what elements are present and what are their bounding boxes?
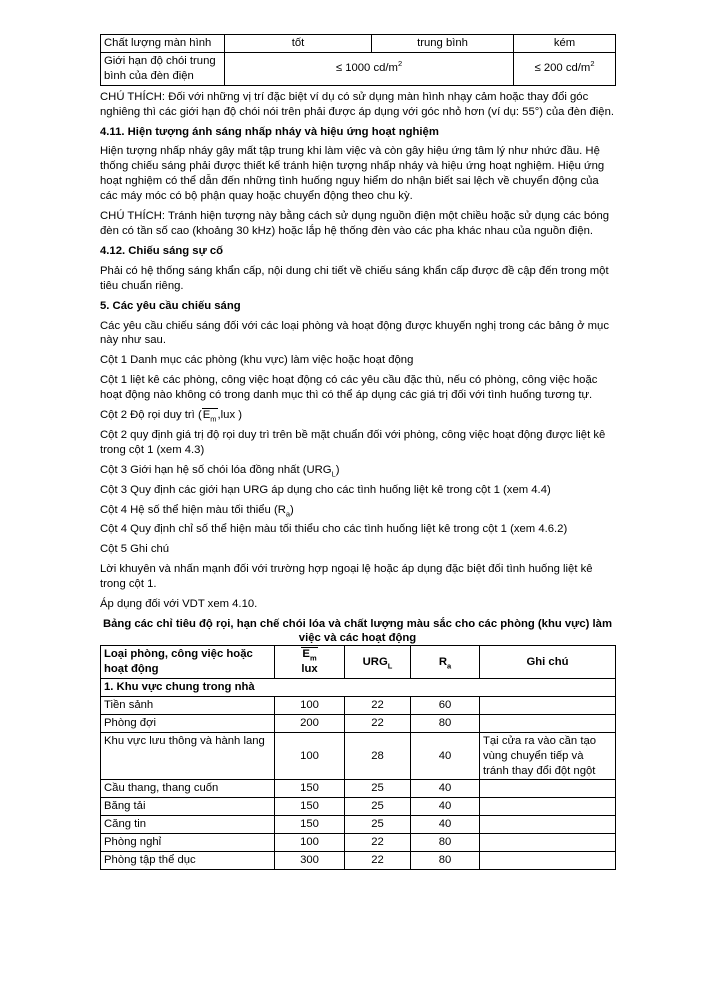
table-cell: 100 [275,696,345,714]
table-cell [480,714,616,732]
table-cell: 25 [345,780,411,798]
body-paragraph [100,503,615,518]
table-cell: Giới hạn độ chói trung bình của đèn điện [101,52,225,85]
table-cell: 22 [345,714,411,732]
superscript: 2 [397,59,403,69]
body-paragraph: Cột 5 Ghi chú [100,543,170,556]
table-cell: Chất lượng màn hình [101,35,225,53]
body-paragraph: Áp dụng đối với VDT xem 4.10. [100,598,258,611]
note-paragraph: CHÚ THÍCH: Tránh hiện tượng này bằng cách sử dụng nguồn điện một chiều hoặc sử dụng các bóng đèn có tần số cao (khoảng 30 kHz) hoặc lắp hệ thống đèn vào các pha khác nhau của nguồn điện. [100,210,610,237]
table-caption: Bảng các chỉ tiêu độ rọi, hạn chế chói lóa và chất lượng màu sắc cho các phòng (khu vực) làm việc và các hoạt động [102,618,613,645]
section-heading: 4.12. Chiếu sáng sự cố [100,244,224,257]
subscript: a [447,660,452,670]
table-cell: 25 [345,798,411,816]
body-paragraph: Phải có hệ thống sáng khẩn cấp, nội dung chi tiết về chiếu sáng khẩn cấp được đề cập đến trong một tiêu chuẩn riêng. [100,264,609,292]
superscript: 2 [590,59,595,69]
table-row [101,714,616,732]
body-paragraph: Cột 1 Danh mục các phòng (khu vực) làm việc hoặc hoạt động [100,354,414,367]
table-cell: 150 [275,798,345,816]
table-cell: Cầu thang, thang cuốn [101,780,275,798]
table-cell: Căng tin [101,816,275,834]
table-cell: 80 [411,852,480,870]
unit-label: lux [301,663,318,676]
table-cell: 22 [345,852,411,870]
text-span: E [202,409,211,422]
table-cell: 100 [275,732,345,780]
text-span: ) [335,463,340,476]
body-paragraph: Cột 2 quy định giá trị độ rọi duy trì trên bề mặt chuẩn đối với phòng, công việc hoạt động được liệt kê trong cột 1 (xem 4.3) [100,428,606,456]
text-span: E [302,648,310,661]
table-cell: 22 [345,696,411,714]
table-cell: 28 [345,732,411,780]
table-cell: Phòng đợi [101,714,275,732]
table-cell [480,816,616,834]
table-cell [480,780,616,798]
table-cell: 60 [411,696,480,714]
subscript: a [285,508,291,518]
text-span: Cột 4 Hệ số thể hiện màu tối thiểu (R [100,503,286,516]
table-cell: Phòng tập thể dục [101,852,275,870]
table-cell: 25 [345,816,411,834]
text-span: Cột 3 Giới hạn hệ số chói lóa đồng nhất (URG [100,463,332,476]
cell-value: ≤ 1000 cd/m [335,62,398,75]
document-page [100,34,615,870]
lighting-requirements-table [100,645,616,870]
table-cell: 150 [275,780,345,798]
body-paragraph [100,408,615,423]
note-paragraph: CHÚ THÍCH: Đối với những vị trí đặc biệt ví dụ có sử dụng màn hình nhạy cảm hoặc thay đổi góc nghiêng thì các giới hạn độ chói nói trên phải được áp dụng với góc nhỏ hơn (ví dụ: 55°) của đèn điện. [100,90,615,118]
body-paragraph: Cột 3 Quy định các giới hạn URG áp dụng cho các tình huống liệt kê trong cột 1 (xem 4.4) [100,483,551,496]
body-paragraph: Cột 4 Quy định chỉ số thể hiện màu tối thiểu cho các tình huống liệt kê trong cột 1 (xem 4.6.2) [100,523,568,536]
table-row [101,852,616,870]
subscript: m [210,414,217,424]
subscript: L [387,660,393,670]
table-cell: tốt [225,35,372,53]
table-cell: 200 [275,714,345,732]
section-title: 1. Khu vực chung trong nhà [101,679,616,697]
table-cell: Khu vực lưu thông và hành lang [101,732,275,780]
text-span: Cột 2 Độ rọi duy trì ( [100,409,202,422]
table-cell [480,834,616,852]
table-row [101,798,616,816]
section-heading: 4.11. Hiện tượng ánh sáng nhấp nháy và hiệu ứng hoạt nghiệm [100,125,439,138]
cell-value: ≤ 200 cd/m [534,62,591,75]
table-row [101,696,616,714]
em-symbol [301,647,317,663]
body-paragraph: Cột 1 liệt kê các phòng, công việc hoạt động có các yêu cầu đặc thù, nếu có phòng, công việc hoặc hoạt động nào không có trong danh mục thì có thể áp dụng các giá trị đối với tình huống tương tự. [100,374,598,402]
subscript: L [331,469,336,478]
text-span: URG [362,655,388,668]
table-cell: Phòng nghỉ [101,834,275,852]
table-cell [514,52,616,85]
table-row [101,834,616,852]
column-header: Loại phòng, công việc hoặc hoạt động [101,646,275,679]
table-cell: 40 [411,732,480,780]
subscript: m [309,653,317,663]
table-cell [480,798,616,816]
table-cell: 40 [411,816,480,834]
body-paragraph [100,463,615,478]
column-header: Ghi chú [480,646,616,679]
table-cell: Băng tải [101,798,275,816]
table-cell: kém [514,35,616,53]
body-paragraph: Hiện tượng nhấp nháy gây mất tập trung khi làm việc và còn gây hiệu ứng tâm lý như nhức đầu. Hệ thống chiếu sáng phải được thiết kế tránh hiện tượng nhấp nháy và hiệu ứng hoạt nghiệm. Hiệu ứng hoạt nghiệm có thể dẫn đến những tình huống nguy hiểm do nhận biết sai lệch về chuyển động của các máy móc có bộ phận quay hoặc chuyển động theo chu kỳ. [100,145,605,203]
column-header [345,646,411,679]
text-span: ) [290,503,294,516]
luminance-limit-table [100,34,616,86]
em-symbol [202,408,218,424]
body-paragraph: Các yêu cầu chiếu sáng đối với các loại phòng và hoạt động được khuyến nghị trong các bảng ở mục này như sau. [100,319,609,347]
table-header-row [101,646,616,679]
table-cell: 40 [411,798,480,816]
table-cell: 300 [275,852,345,870]
table-cell [225,52,514,85]
text-span: ,lux ) [217,409,242,422]
table-cell: Tại cửa ra vào cần tạo vùng chuyển tiếp và tránh thay đổi đột ngột [480,732,616,780]
column-header [275,646,345,679]
table-row [101,780,616,798]
table-section-row [101,679,616,697]
table-cell: 150 [275,816,345,834]
body-paragraph: Lời khuyên và nhấn mạnh đối với trường hợp ngoại lệ hoặc áp dụng đặc biệt đối tình huống liệt kê trong cột 1. [100,563,593,591]
table-row [101,35,616,53]
table-cell: 40 [411,780,480,798]
table-cell [480,852,616,870]
text-span: R [438,655,447,668]
table-cell: 22 [345,834,411,852]
table-cell: Tiền sảnh [101,696,275,714]
table-cell: 80 [411,834,480,852]
table-cell: trung bình [372,35,514,53]
table-cell: 80 [411,714,480,732]
table-row [101,732,616,780]
table-row [101,52,616,85]
column-header [411,646,480,679]
table-cell [480,696,616,714]
table-cell: 100 [275,834,345,852]
section-heading: 5. Các yêu cầu chiếu sáng [100,299,241,312]
table-row [101,816,616,834]
